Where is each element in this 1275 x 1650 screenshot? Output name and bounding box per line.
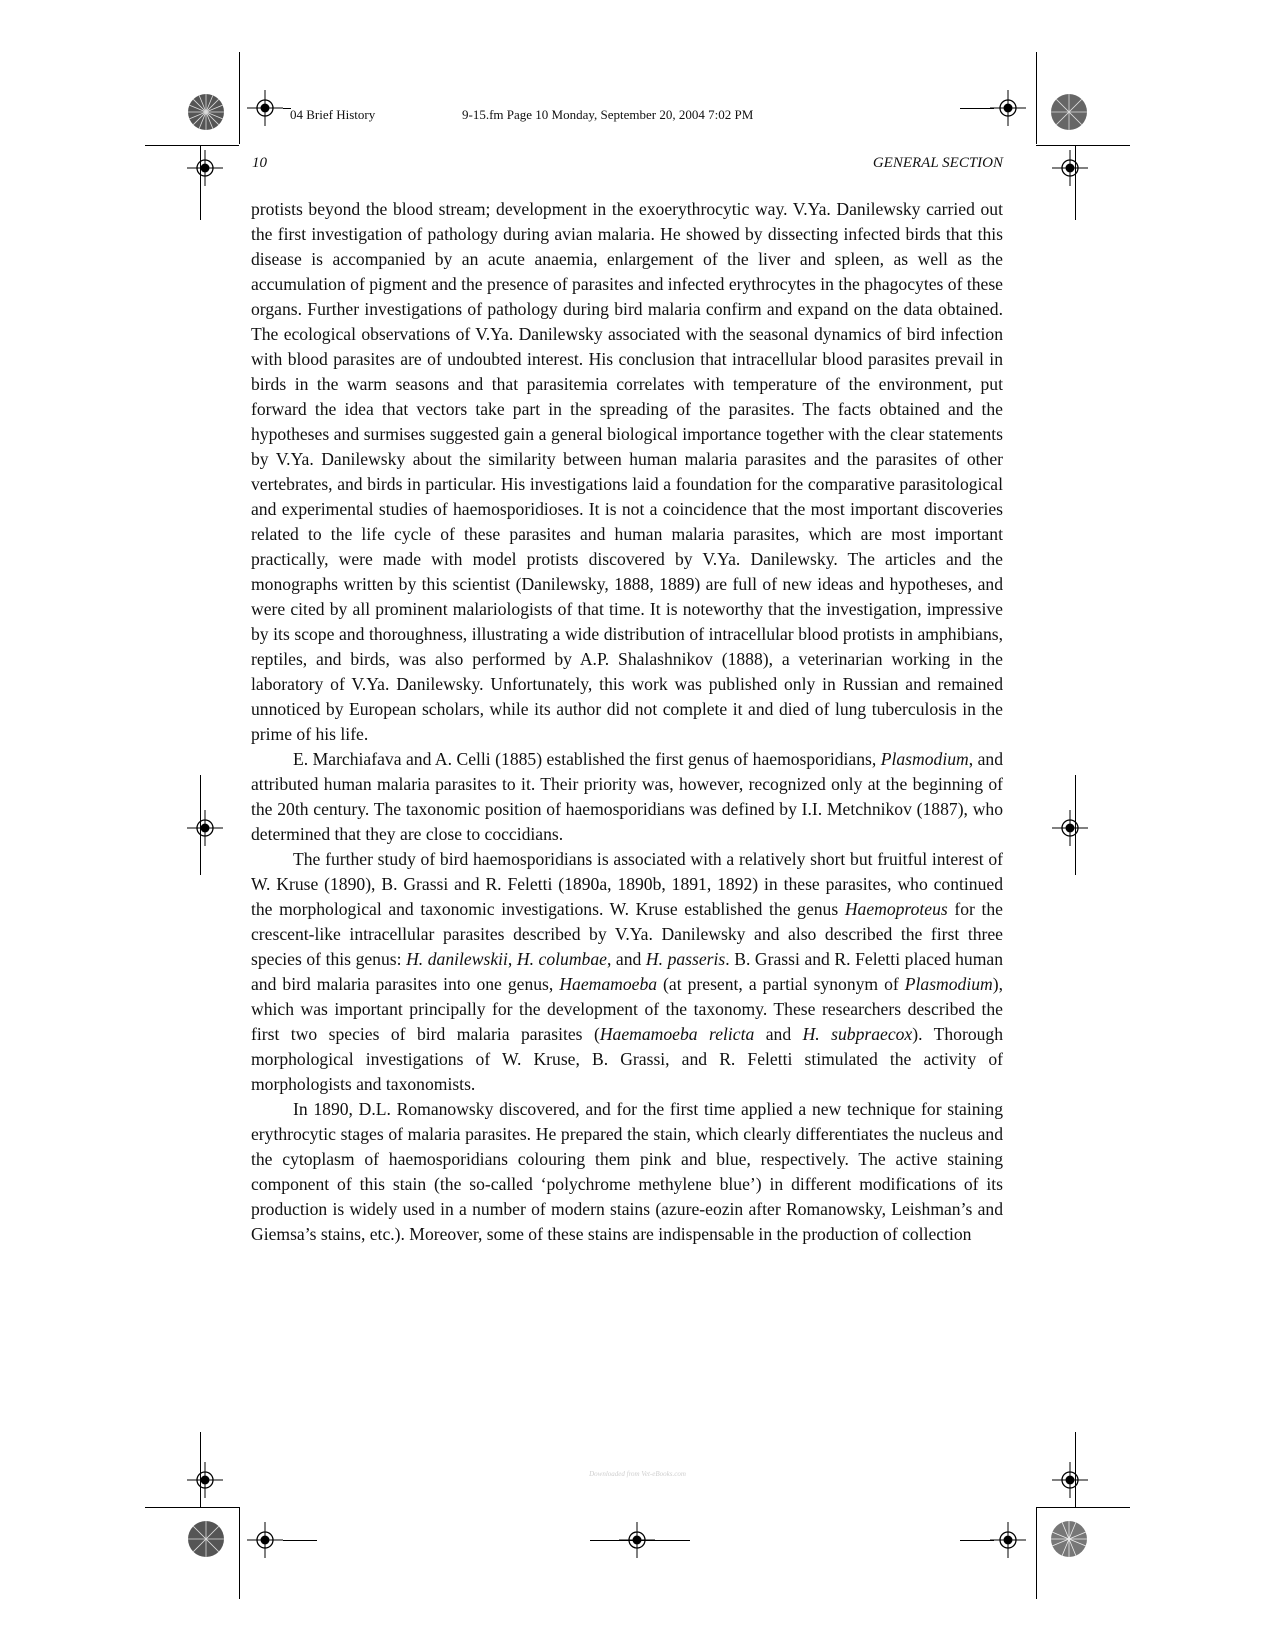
text-run: protists beyond the blood stream; development in the exoerythrocytic way. V.Ya. Danilewsky carried out the first investigation of pathology during avian malaria. He showed by dissecting infected birds that this disease is accompanied by an acute anaemia, enlargement of the liver and spleen, as well as the accumulation of pigment and the presence of parasites and infected erythrocytes in the phagocytes of these organs. Further investigations of pathology during bird malaria confirm and expand on the data obtained. The ecological observations of V.Ya. Danilewsky associated with the seasonal dynamics of bird infection with blood parasites are of undoubted interest. His conclusion that intracellular blood parasites prevail in birds in the warm seasons and that parasitemia correlates with temperature of the environment, put forward the idea that vectors take part in the spreading of the parasites. The facts obtained and the hypotheses and surmises suggested gain a general biological importance together with the clear statements by V.Ya. Danilewsky about the similarity between human malaria parasites and the parasites of other vertebrates, and birds in particular. His investigations laid a foundation for the comparative parasitological and experimental studies of haemosporidioses. It is not a coincidence that the most important discoveries related to the life cycle of these parasites and human malaria parasites, which are most important practically, were made with model protists discovered by V.Ya. Danilewsky. The articles and the monographs written by this scientist (Danilewsky, 1888, 1889) are full of new ideas and hypotheses, and were cited by all prominent malariologists of that time. It is noteworthy that the investigation, impressive by its scope and thoroughness, illustrating a wide distribution of intracellular blood protists in amphibians, reptiles, and birds, was also performed by A.P. Shalashnikov (1888), a veterinarian working in the laboratory of V.Ya. Danilewsky. Unfortunately, this work was published only in Russian and remained unnoticed by European scholars, while its author did not complete it and died of lung tuberculosis in the prime of his life. bbox=[251, 199, 1003, 744]
crop-mark bbox=[1075, 145, 1076, 220]
slug-filename: 04 Brief History bbox=[290, 107, 376, 122]
text-run: The further study of bird haemosporidians is associated with a relatively short but fruitful interest of W. Kruse (1890), B. Grassi and R. Feletti (1890a, 1890b, 1891, 1892) in these parasites, who continued the morphological and taxonomic investigations. W. Kruse established the genus bbox=[251, 849, 1003, 919]
text-run: (at present, a partial synonym of bbox=[657, 974, 905, 994]
crop-mark bbox=[239, 1507, 240, 1599]
registration-mark-icon bbox=[1052, 150, 1088, 186]
crop-mark bbox=[1036, 52, 1037, 144]
registration-mark-icon bbox=[990, 90, 1026, 126]
text-run: ). Thorough morphological investigations of W. Kruse, B. Grassi, and R. Feletti stimulated the activity of morphologists and taxonomists. bbox=[251, 1024, 1004, 1094]
text-run: for the crescent-like intracellular parasites described by V.Ya. Danilewsky and also described the first three species of this genus: bbox=[251, 899, 1003, 969]
italic-term: Haemoproteus bbox=[844, 899, 948, 919]
text-run: . B. Grassi and R. Feletti placed human and bird malaria parasites into one genus, bbox=[251, 949, 1004, 994]
crop-mark bbox=[1036, 1507, 1130, 1508]
crop-mark bbox=[283, 1540, 317, 1541]
registration-mark-icon bbox=[187, 150, 223, 186]
registration-mark-icon bbox=[1052, 1462, 1088, 1498]
color-bar-rosette-icon bbox=[1050, 1520, 1088, 1558]
text-run: , bbox=[507, 949, 517, 969]
text-run: ), which was important principally for the development of the taxonomy. These researchers described the first two species of bird malaria parasites ( bbox=[251, 974, 1003, 1044]
crop-mark bbox=[145, 1507, 239, 1508]
paragraph bbox=[251, 747, 1003, 847]
registration-mark-icon bbox=[187, 810, 223, 846]
crop-mark bbox=[960, 1540, 994, 1541]
crop-mark bbox=[1075, 775, 1076, 875]
crop-mark bbox=[1036, 1507, 1037, 1599]
italic-term: Haemamoeba relicta bbox=[599, 1024, 755, 1044]
italic-term: Plasmodium bbox=[904, 974, 993, 994]
italic-term: Haemamoeba bbox=[559, 974, 658, 994]
registration-mark-icon bbox=[247, 90, 283, 126]
crop-mark bbox=[145, 145, 239, 146]
paragraph bbox=[251, 197, 1003, 747]
slug-page-info: 9-15.fm Page 10 Monday, September 20, 2004 7:02 PM bbox=[462, 107, 754, 122]
italic-term: H. danilewskii bbox=[406, 949, 508, 969]
registration-mark-icon bbox=[990, 1522, 1026, 1558]
color-bar-rosette-icon bbox=[1050, 93, 1088, 131]
color-bar-rosette-icon bbox=[187, 1520, 225, 1558]
body-text bbox=[251, 197, 1003, 1247]
text-run: E. Marchiafava and A. Celli (1885) established the first genus of haemosporidians, bbox=[293, 749, 881, 769]
crop-mark bbox=[960, 108, 994, 109]
page-number: 10 bbox=[252, 155, 267, 171]
crop-mark bbox=[590, 1540, 690, 1541]
paragraph bbox=[251, 1097, 1003, 1247]
italic-term: Plasmodium bbox=[880, 749, 969, 769]
registration-mark-icon bbox=[187, 1462, 223, 1498]
color-bar-rosette-icon bbox=[187, 93, 225, 131]
text-run: In 1890, D.L. Romanowsky discovered, and for the first time applied a new technique for staining erythrocytic stages of malaria parasites. He prepared the stain, which clearly differentiates the nucleus and the cytoplasm of haemosporidians colouring them pink and blue, respectively. The active staining component of this stain (the so-called ‘polychrome methylene blue’) in different modifications of its production is widely used in a number of modern stains (azure-eozin after Romanowsky, Leishman’s and Giemsa’s stains, etc.). Moreover, some of these stains are indispensable in the production of collection bbox=[251, 1099, 1003, 1244]
italic-term: H. subpraecox bbox=[802, 1024, 913, 1044]
crop-mark bbox=[200, 775, 201, 875]
crop-mark bbox=[1036, 145, 1130, 146]
crop-mark bbox=[239, 52, 240, 144]
text-run: , and attributed human malaria parasites to it. Their priority was, however, recognized only at the beginning of the 20th century. The taxonomic position of haemosporidians was defined by I.I. Metchnikov (1887), who determined that they are close to coccidians. bbox=[251, 749, 1003, 844]
italic-term: H. columbae bbox=[516, 949, 607, 969]
download-watermark: Downloaded from Vet-eBooks.com bbox=[589, 1470, 686, 1478]
text-run: , and bbox=[606, 949, 646, 969]
section-title: GENERAL SECTION bbox=[872, 155, 1003, 171]
crop-mark bbox=[200, 145, 201, 220]
text-run: and bbox=[754, 1024, 803, 1044]
registration-mark-icon bbox=[247, 1522, 283, 1558]
paragraph bbox=[251, 847, 1003, 1097]
registration-mark-icon bbox=[1052, 810, 1088, 846]
italic-term: H. passeris bbox=[645, 949, 726, 969]
